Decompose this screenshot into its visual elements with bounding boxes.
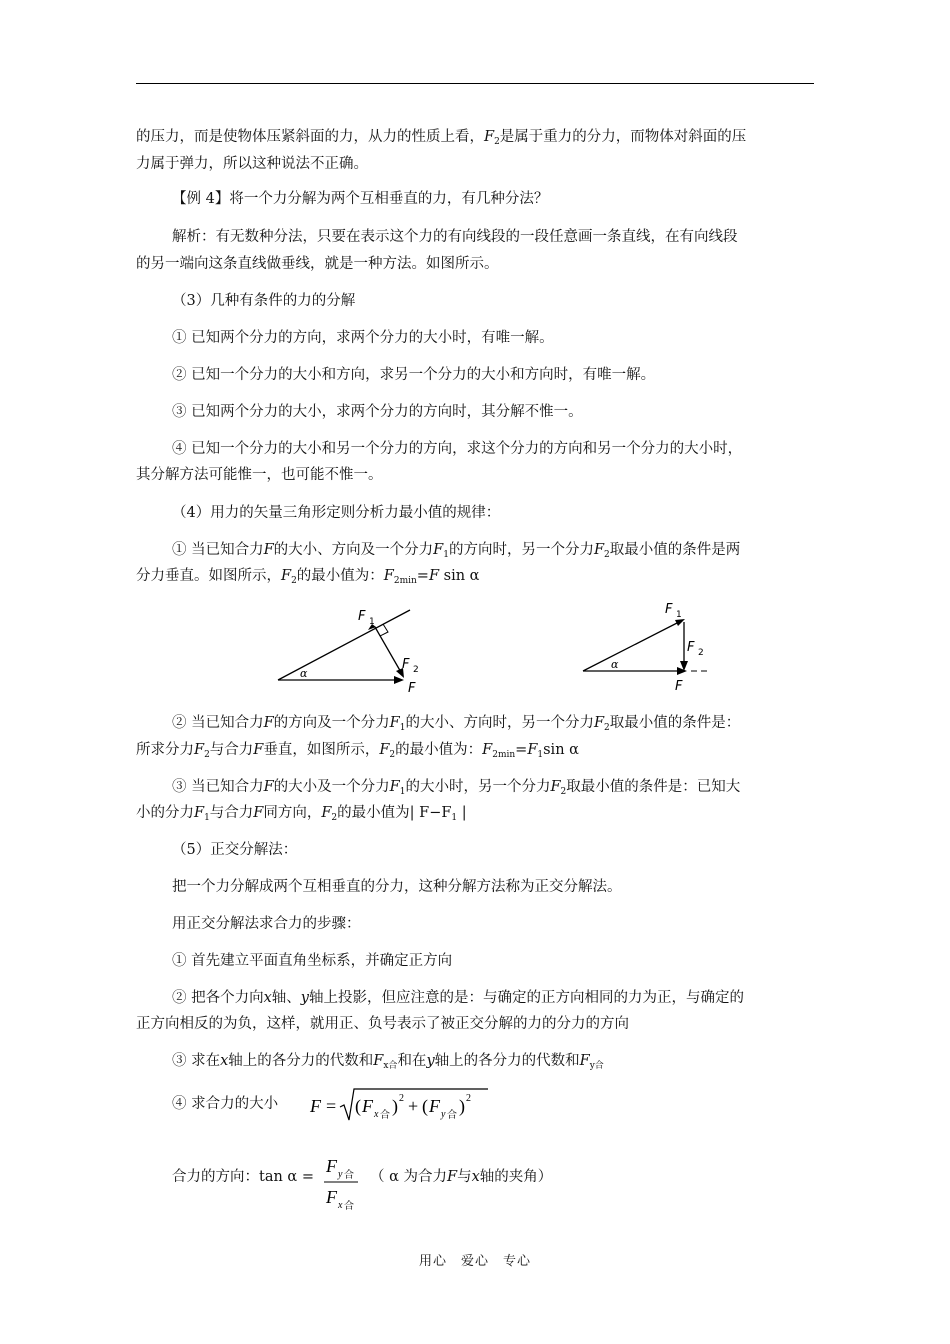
list-item: ② 已知一个分力的大小和方向，求另一个分力的大小和方向时，有唯一解。 [172, 367, 656, 383]
svg-text:α: α [300, 667, 308, 680]
svg-text:2: 2 [399, 1093, 404, 1104]
svg-text:1: 1 [676, 610, 682, 620]
magnitude-formula [306, 1085, 496, 1127]
list-item: ② 把各个力向x轴、y轴上投影，但应注意的是：与确定的正方向相同的力为正，与确定的 [172, 990, 744, 1006]
svg-text:=: = [326, 1096, 337, 1116]
list-item: ④ 求合力的大小 [172, 1096, 279, 1112]
svg-text:x: x [374, 1109, 379, 1120]
svg-text:F: F [675, 679, 683, 694]
svg-text:F: F [326, 1187, 337, 1207]
svg-text:合: 合 [380, 1110, 390, 1121]
list-item: ① 已知两个分力的方向，求两个分力的大小时，有唯一解。 [172, 330, 554, 346]
svg-text:F: F [310, 1096, 321, 1116]
svg-text:F: F [687, 640, 695, 655]
svg-text:1: 1 [369, 617, 375, 627]
svg-text:F: F [358, 609, 366, 624]
text-line: 的压力，而是使物体压紧斜面的力，从力的性质上看，$F_2$是属于重力的分力，而物体对斜面的压 [136, 129, 747, 147]
text-line: 把一个力分解成两个互相垂直的分力，这种分解方法称为正交分解法。 [172, 879, 622, 895]
svg-text:+: + [408, 1096, 419, 1116]
svg-text:(: ( [355, 1096, 361, 1116]
force-diagram-right [575, 595, 725, 695]
svg-text:F: F [362, 1096, 373, 1116]
svg-text:合: 合 [344, 1170, 354, 1181]
text-line: （ α 为合力F与x轴的夹角） [370, 1169, 553, 1185]
section-heading: （4）用力的矢量三角形定则分析力最小值的规律： [172, 505, 501, 521]
list-item: ④ 已知一个分力的大小和另一个分力的方向，求这个分力的方向和另一个分力的大小时， [172, 441, 743, 457]
list-item: ③ 当已知合力F的大小及一个分力$F_1$的大小时，另一个分力$F_2$取最小值的条件是：已知大 [172, 779, 741, 797]
svg-text:(: ( [422, 1096, 428, 1116]
text-line: 解析：有无数种分法，只要在表示这个力的有向线段的一段任意画一条直线，在有向线段 [172, 229, 738, 245]
svg-text:F: F [665, 602, 673, 617]
text-line: 其分解方法可能惟一，也可能不惟一。 [136, 467, 383, 483]
svg-text:2: 2 [466, 1093, 471, 1104]
svg-text:F: F [408, 681, 416, 695]
direction-fraction [322, 1150, 368, 1214]
header-rule [136, 83, 814, 84]
text-line: 用正交分解法求合力的步骤： [172, 916, 361, 932]
svg-text:y: y [338, 1169, 343, 1180]
list-item: ③ 求在x轴上的各分力的代数和$F_{x合}$和在y轴上的各分力的代数和$F_{y合}$ [172, 1053, 604, 1071]
list-item: ① 首先建立平面直角坐标系，并确定正方向 [172, 953, 453, 969]
text-line: 合力的方向：tan α = [172, 1169, 314, 1185]
svg-text:): ) [459, 1096, 465, 1116]
svg-text:x: x [338, 1200, 343, 1211]
example-heading: 【例 4】将一个力分解为两个互相垂直的力，有几种分法？ [172, 191, 549, 207]
svg-text:F: F [402, 657, 410, 672]
page-footer: 用心 爱心 专心 [418, 1254, 531, 1269]
text-line: 所求分力$F_2$与合力F垂直，如图所示，$F_2$的最小值为：$F_{2min}=F_1\sin$ α [136, 742, 579, 760]
text-line: 分力垂直。如图所示，$F_2$的最小值为：$F_{2min}=F$ sin α [136, 568, 480, 586]
svg-text:y: y [441, 1109, 446, 1120]
svg-text:2: 2 [413, 665, 419, 675]
section-heading: （3）几种有条件的力的分解 [172, 293, 356, 309]
svg-text:α: α [611, 658, 619, 671]
text-line: 力属于弹力，所以这种说法不正确。 [136, 156, 368, 172]
svg-text:): ) [392, 1096, 398, 1116]
svg-text:合: 合 [447, 1110, 457, 1121]
text-line: 小的分力$F_1$与合力F同方向，$F_2$的最小值为| $F-F_1$ | [136, 805, 467, 823]
svg-text:F: F [429, 1096, 440, 1116]
svg-text:合: 合 [344, 1201, 354, 1212]
text-line: 正方向相反的为负，这样，就用正、负号表示了被正交分解的力的分力的方向 [136, 1016, 629, 1032]
svg-text:2: 2 [698, 648, 704, 658]
force-diagram-left [270, 600, 430, 695]
list-item: ① 当已知合力F的大小、方向及一个分力$F_1$的方向时，另一个分力$F_2$取最小值的条件是两 [172, 542, 741, 560]
list-item: ③ 已知两个分力的大小，求两个分力的方向时，其分解不惟一。 [172, 404, 583, 420]
svg-text:F: F [326, 1156, 337, 1176]
section-heading: （5）正交分解法： [172, 842, 298, 858]
text-line: 的另一端向这条直线做垂线，就是一种方法。如图所示。 [136, 256, 499, 272]
list-item: ② 当已知合力F的方向及一个分力$F_1$的大小、方向时，另一个分力$F_2$取最小值的条件是： [172, 715, 741, 733]
